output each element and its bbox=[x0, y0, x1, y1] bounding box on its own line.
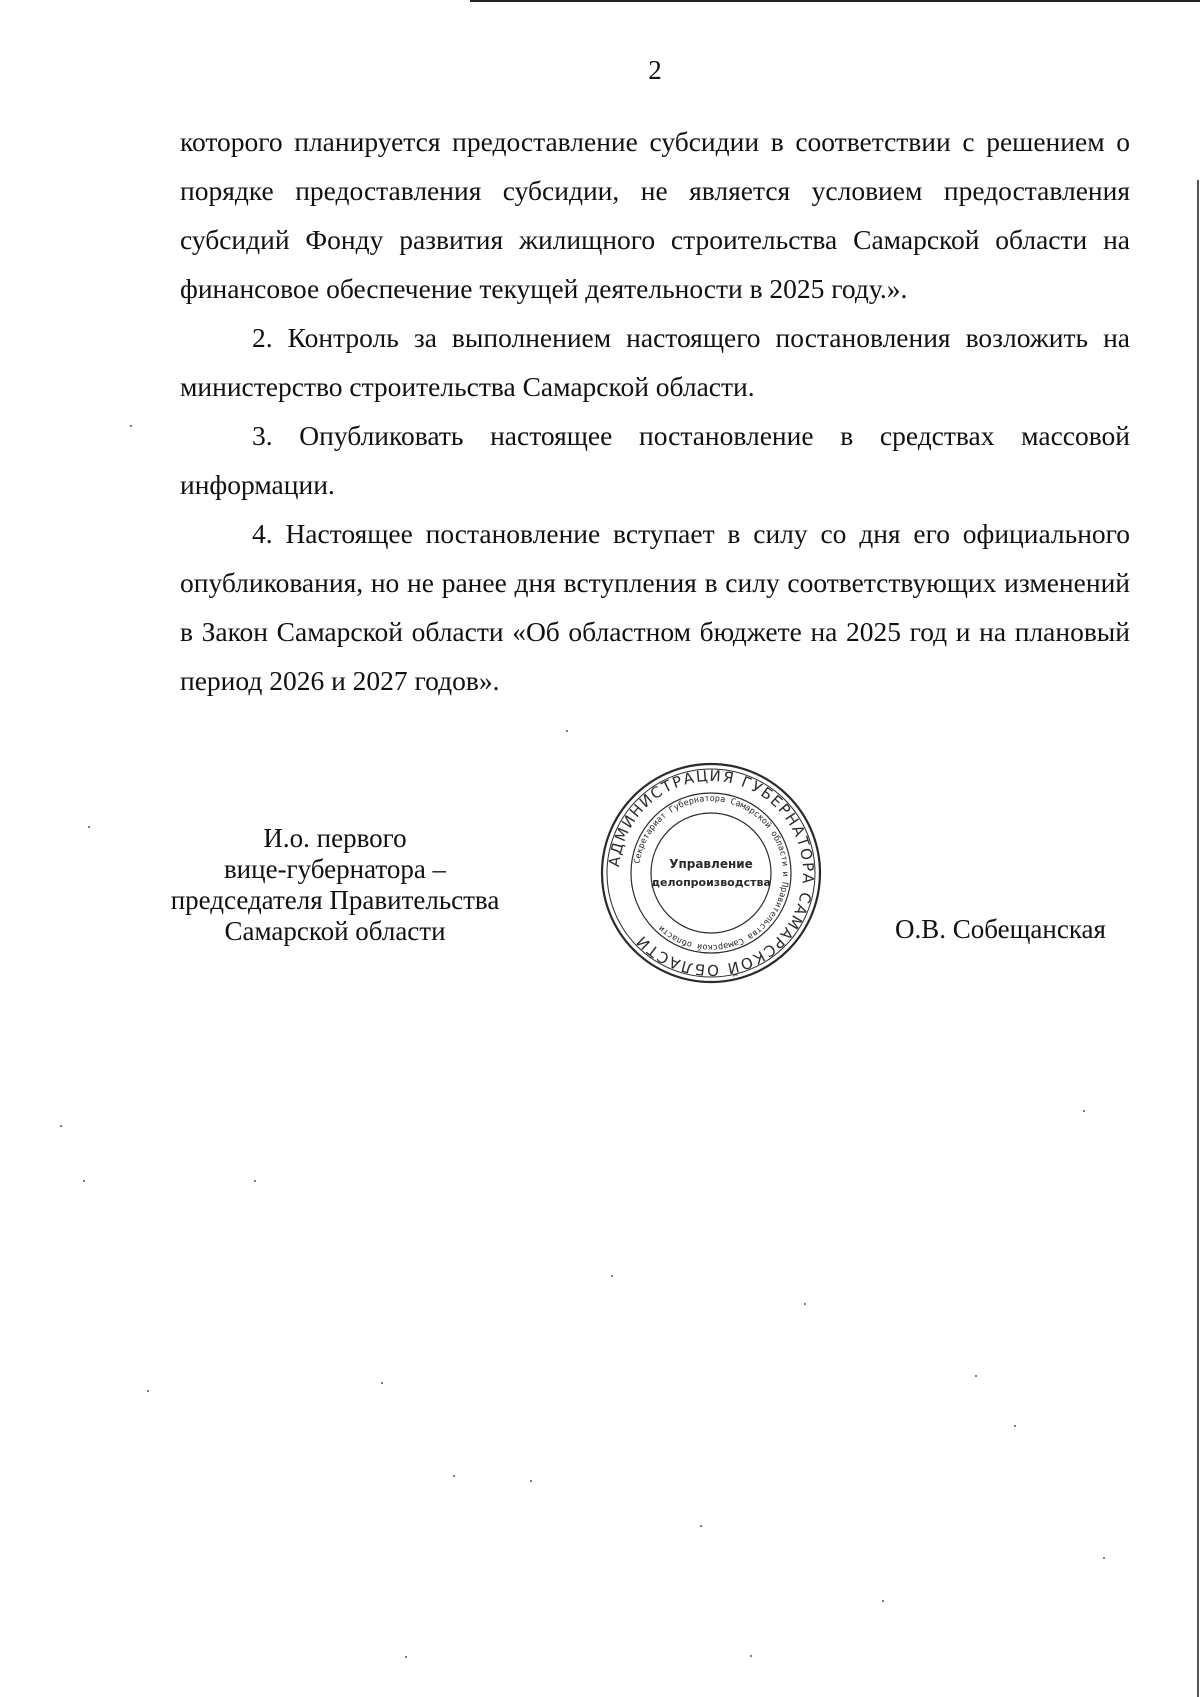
seal-middle-ring bbox=[631, 793, 791, 953]
signatory-position-line: вице-губернатора – bbox=[223, 854, 447, 884]
seal-inner-ring bbox=[651, 813, 771, 933]
seal-inner-text: Секретариат Губернатора Самарской области и Правительства Самарской области bbox=[632, 793, 791, 953]
official-seal bbox=[598, 760, 824, 986]
document-body bbox=[180, 117, 1130, 705]
signatory-name: О.В. Собещанская bbox=[895, 914, 1106, 944]
signatory-position bbox=[130, 823, 540, 947]
page-number: 2 bbox=[648, 55, 662, 85]
signatory-position-line: председателя Правительства bbox=[170, 885, 500, 915]
scan-edge-top bbox=[470, 0, 1200, 2]
paragraph-item-2: 2. Контроль за выполнением настоящего постановления возложить на министерство строительства Самарской области. bbox=[180, 322, 1130, 402]
seal-outer-text: АДМИНИСТРАЦИЯ ГУБЕРНАТОРА САМАРСКОЙ ОБЛАСТИ bbox=[605, 766, 818, 980]
signatory-position-line: Самарской области bbox=[224, 916, 446, 946]
seal-graphic bbox=[598, 760, 824, 986]
paragraph-item-3: 3. Опубликовать настоящее постановление в средствах массовой информации. bbox=[180, 420, 1130, 500]
seal-center-line-1: Управление bbox=[669, 857, 753, 871]
paragraph-continuation: которого планируется предоставление субсидии в соответствии с решением о порядке предоставления субсидии, не является условием предоставления субсидий Фонду развития жилищного строительства Самарской области на финансовое обеспечение текущей деятельности в 2025 году.». bbox=[180, 126, 1130, 304]
scan-edge-right bbox=[1197, 180, 1199, 1697]
seal-center-line-2: делопроизводства bbox=[651, 876, 771, 889]
signatory-position-line: И.о. первого bbox=[263, 823, 407, 853]
paragraph-item-4: 4. Настоящее постановление вступает в силу со дня его официального опубликования, но не ранее дня вступления в силу соответствующих изменений в Закон Самарской области «Об областном бюджете на 2025 год и на плановый период 2026 и 2027 годов». bbox=[180, 518, 1130, 696]
